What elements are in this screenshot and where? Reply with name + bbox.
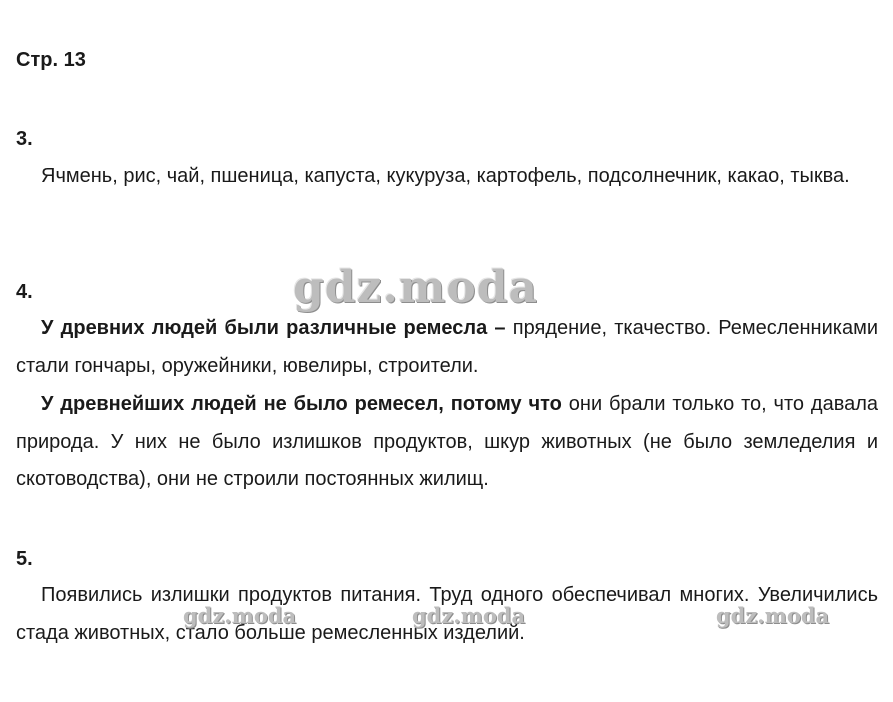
- section-4-paragraph-1: [16, 310, 878, 385]
- watermark-logo-small: gdz.moda: [716, 603, 830, 628]
- section-number-4: 4.: [16, 281, 33, 303]
- section-5-paragraph: [16, 577, 878, 652]
- watermark-logo-small: gdz.moda: [183, 603, 297, 628]
- section-number-5: 5.: [16, 548, 33, 570]
- section-3-paragraph-text: Ячмень, рис, чай, пшеница, капуста, кукуруза, картофель, подсолнечник, какао, тыква.: [41, 165, 850, 187]
- section-4-paragraph-2-bold: У древнейших людей не было ремесел, потому что: [41, 393, 562, 415]
- section-4-paragraph-1-bold: У древних людей были различные ремесла –: [41, 317, 506, 339]
- watermark-logo: gdz.moda: [293, 262, 539, 313]
- section-4-paragraph-1-text: прядение, ткачество. Ремесленниками стали гончары, оружейники, ювелиры, строители.: [16, 317, 879, 377]
- section-number-3: 3.: [16, 128, 33, 150]
- section-5-paragraph-text: Появились излишки продуктов питания. Труд одного обеспечивал многих. Увеличились стада животных, стало больше ремесленных изделий.: [16, 584, 878, 644]
- section-3-paragraph: [16, 158, 878, 196]
- section-4-paragraph-2-text: они брали только то, что давала природа. У них не было излишков продуктов, шкур животных (не было земледелия и скотоводства), они не строили постоянных жилищ.: [16, 393, 879, 490]
- section-4-paragraph-2: [16, 386, 878, 499]
- page-title: Стр. 13: [16, 49, 86, 71]
- watermark-logo-small: gdz.moda: [412, 603, 526, 628]
